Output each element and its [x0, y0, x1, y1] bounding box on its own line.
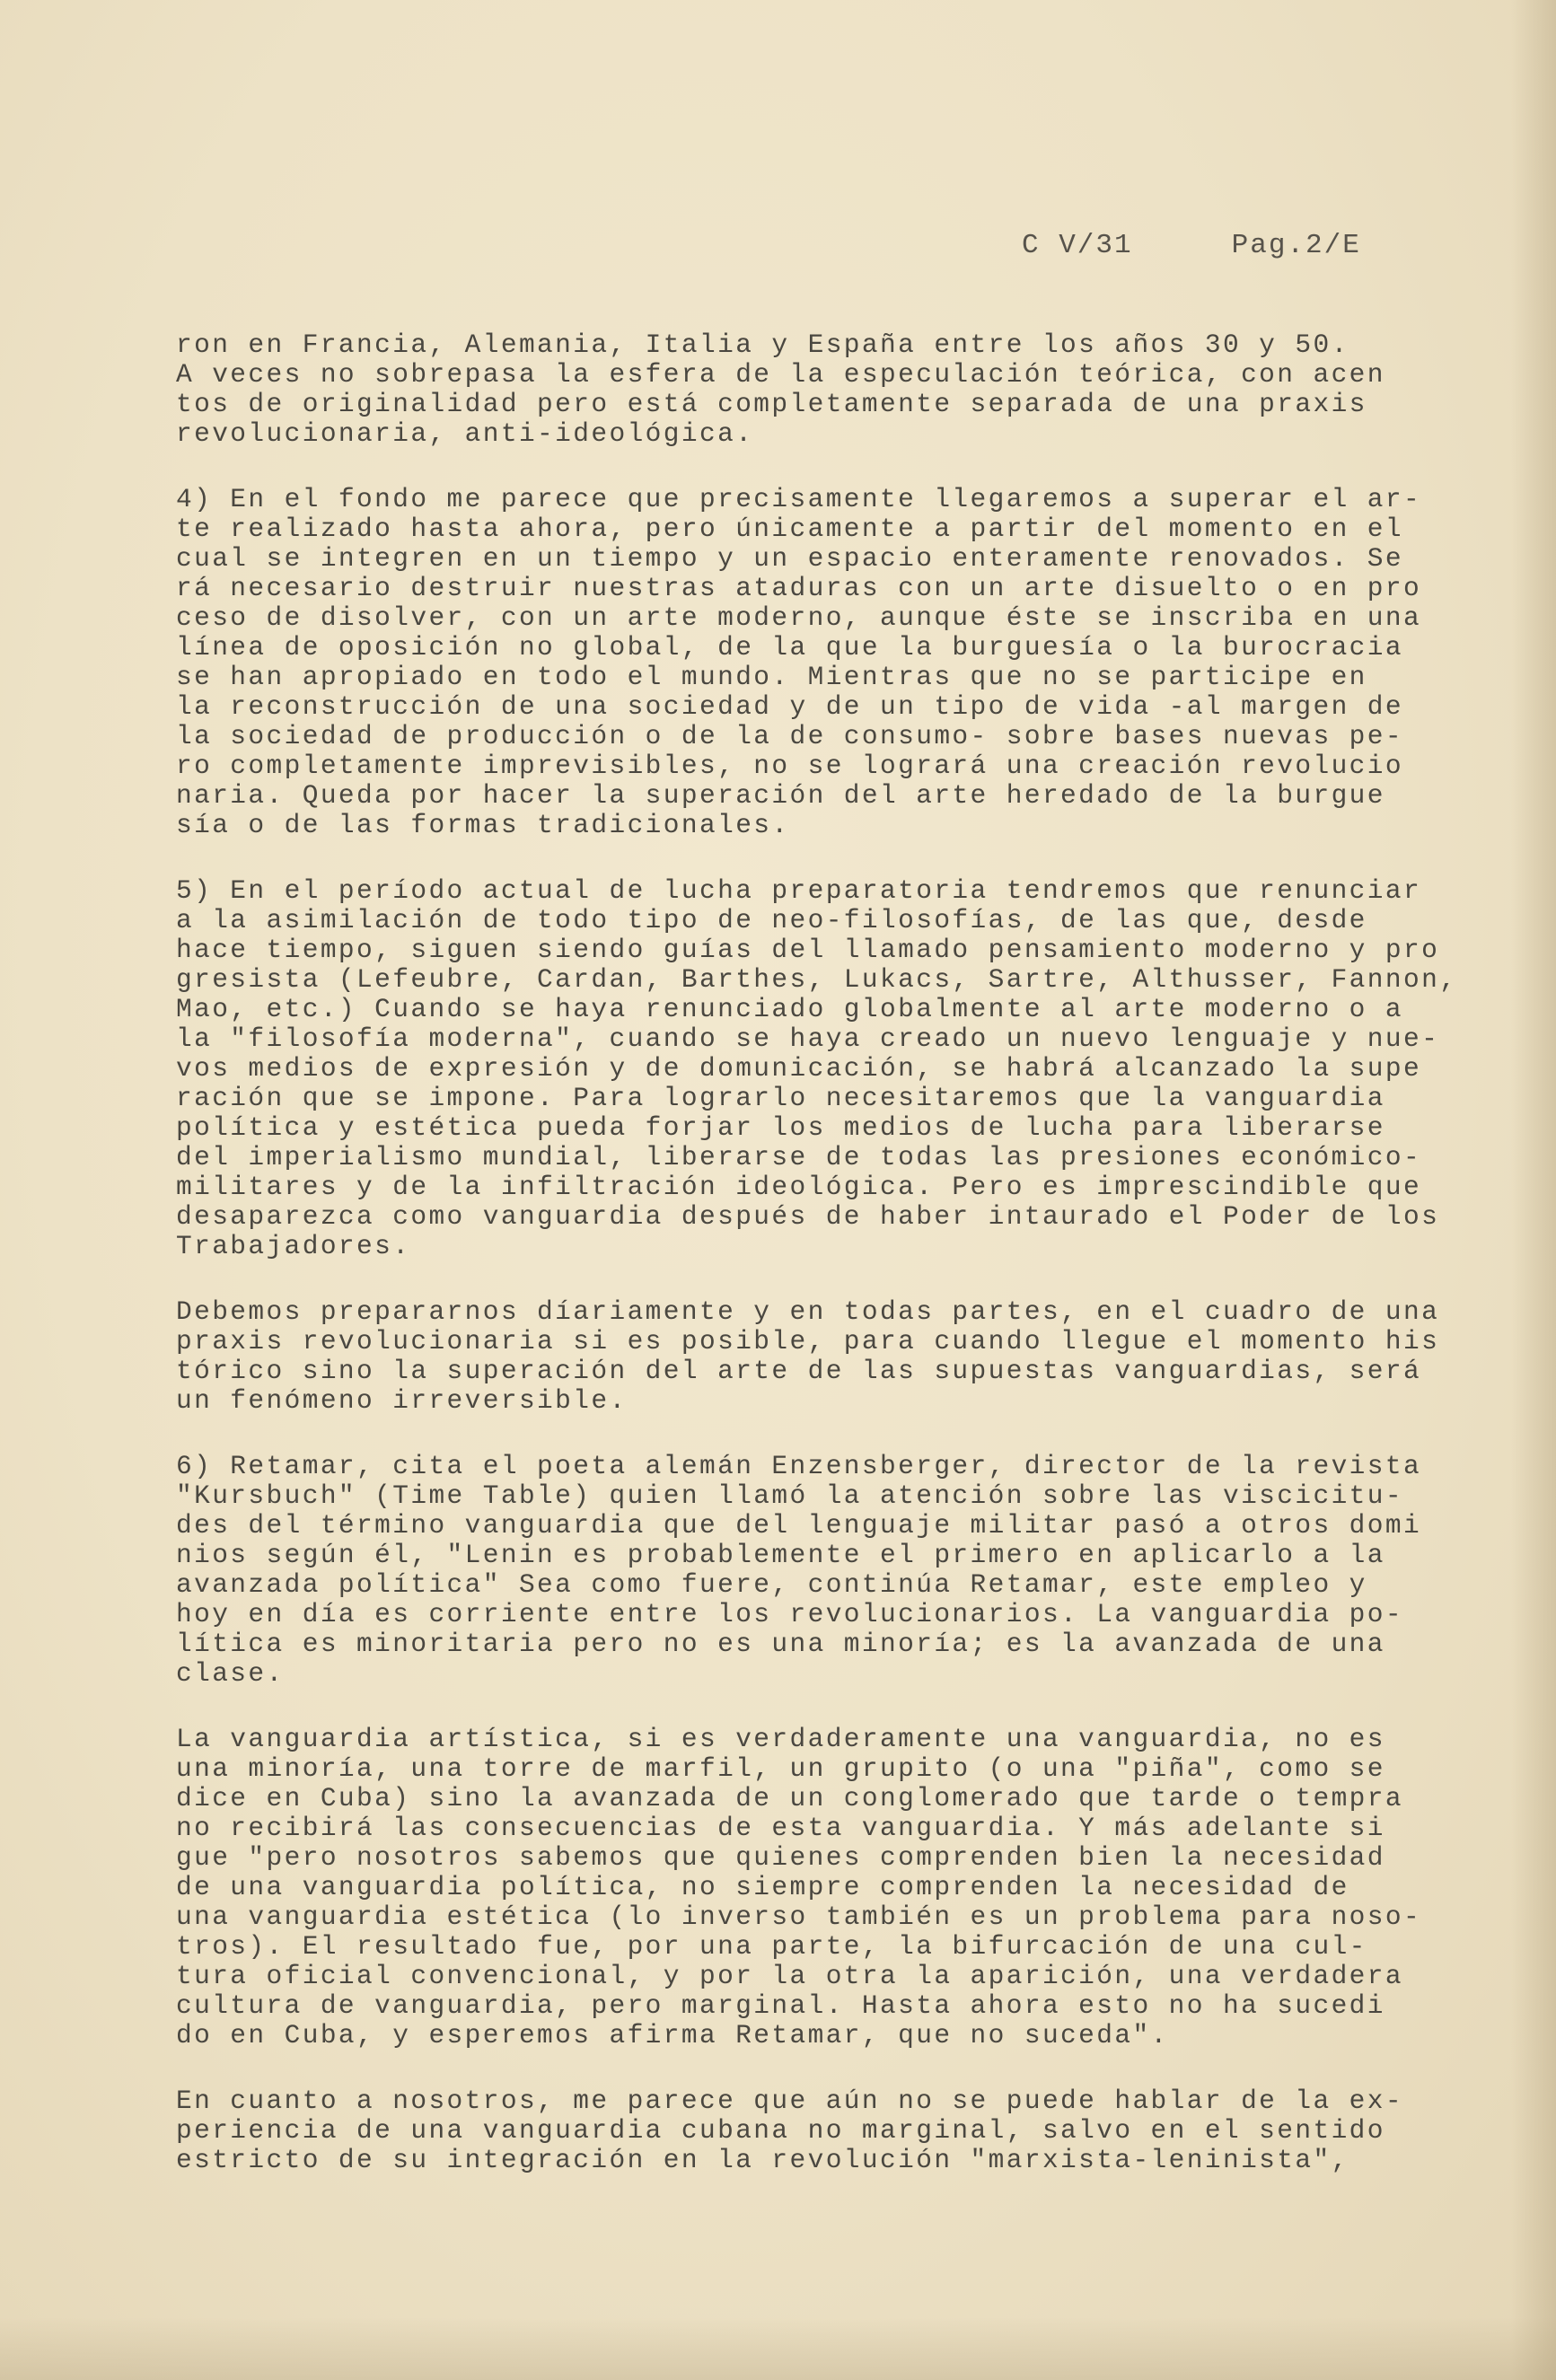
text-line: política y estética pueda forjar los medios de lucha para liberarse [176, 1112, 1385, 1143]
text-line: gresista (Lefeubre, Cardan, Barthes, Lukacs, Sartre, Althusser, Fannon, [176, 964, 1458, 995]
text-line: ceso de disolver, con un arte moderno, aunque éste se inscriba en una [176, 602, 1422, 633]
text-line: revolucionaria, anti-ideológica. [176, 418, 754, 449]
text-line: militares y de la infiltración ideológica. Pero es imprescindible que [176, 1172, 1422, 1202]
text-line: La vanguardia artística, si es verdaderamente una vanguardia, no es [176, 1724, 1385, 1754]
text-line: la sociedad de producción o de la de consumo- sobre bases nuevas pe- [176, 721, 1403, 751]
text-line: cultura de vanguardia, pero marginal. Hasta ahora esto no ha sucedi [176, 1990, 1385, 2021]
page-bottom-shadow [0, 2317, 1556, 2380]
text-line: "Kursbuch" (Time Table) quien llamó la atención sobre las viscicitu- [176, 1480, 1403, 1511]
text-line: ración que se impone. Para lograrlo necesitaremos que la vanguardia [176, 1083, 1385, 1113]
text-line: no recibirá las consecuencias de esta vanguardia. Y más adelante si [176, 1813, 1385, 1843]
text-line: gue "pero nosotros sabemos que quienes comprenden bien la necesidad [176, 1842, 1385, 1873]
text-line: avanzada política" Sea como fuere, continúa Retamar, este empleo y [176, 1569, 1367, 1600]
paragraph-conclusion [176, 2086, 1487, 2175]
text-line: un fenómeno irreversible. [176, 1385, 628, 1416]
paragraph-point-5 [176, 876, 1487, 1261]
paragraph-continuation [176, 330, 1487, 449]
text-line: lítica es minoritaria pero no es una minoría; es la avanzada de una [176, 1629, 1385, 1659]
text-line: sía o de las formas tradicionales. [176, 810, 790, 840]
text-line: Trabajadores. [176, 1231, 411, 1261]
text-line: 4) En el fondo me parece que precisamente llegaremos a superar el ar- [176, 484, 1422, 514]
text-line: 6) Retamar, cita el poeta alemán Enzensberger, director de la revista [176, 1451, 1422, 1481]
text-line: do en Cuba, y esperemos afirma Retamar, que no suceda". [176, 2020, 1169, 2051]
text-line: Mao, etc.) Cuando se haya renunciado globalmente al arte moderno o a [176, 994, 1403, 1024]
text-line: tros). El resultado fue, por una parte, la bifurcación de una cul- [176, 1931, 1367, 1962]
text-line: A veces no sobrepasa la esfera de la especulación teórica, con acen [176, 359, 1385, 390]
text-line: una vanguardia estética (lo inverso también es un problema para noso- [176, 1901, 1422, 1932]
text-line: hace tiempo, siguen siendo guías del llamado pensamiento moderno y pro [176, 935, 1440, 965]
document-body [176, 330, 1487, 2211]
paragraph-point-4 [176, 485, 1487, 840]
text-line: a la asimilación de todo tipo de neo-filosofías, de las que, desde [176, 905, 1367, 935]
text-line: desaparezca como vanguardia después de haber intaurado el Poder de los [176, 1201, 1440, 1232]
text-line: se han apropiado en todo el mundo. Mientras que no se participe en [176, 662, 1367, 692]
text-line: tura oficial convencional, y por la otra la aparición, una verdadera [176, 1961, 1403, 1991]
text-line: praxis revolucionaria si es posible, para cuando llegue el momento his [176, 1326, 1440, 1357]
page-edge-shadow [1511, 0, 1556, 2380]
text-line: del imperialismo mundial, liberarse de todas las presiones económico- [176, 1142, 1422, 1172]
text-line: des del término vanguardia que del lenguaje militar pasó a otros domi [176, 1510, 1422, 1541]
text-line: rá necesario destruir nuestras ataduras con un arte disuelto o en pro [176, 573, 1422, 603]
text-line: cual se integren en un tiempo y un espacio enteramente renovados. Se [176, 543, 1403, 574]
paragraph-artistic-vanguard [176, 1725, 1487, 2051]
text-line: nios según él, "Lenin es probablemente el primero en aplicarlo a la [176, 1540, 1385, 1570]
text-line: la reconstrucción de una sociedad y de un tipo de vida -al margen de [176, 691, 1403, 722]
text-line: naria. Queda por hacer la superación del arte heredado de la burgue [176, 780, 1385, 811]
text-line: ro completamente imprevisibles, no se logrará una creación revolucio [176, 751, 1403, 781]
text-line: periencia de una vanguardia cubana no marginal, salvo en el sentido [176, 2115, 1385, 2146]
page-number: Pag.2/E [1231, 230, 1361, 261]
text-line: la "filosofía moderna", cuando se haya creado un nuevo lenguaje y nue- [176, 1023, 1440, 1054]
text-line: de una vanguardia política, no siempre comprenden la necesidad de [176, 1872, 1349, 1902]
text-line: ron en Francia, Alemania, Italia y España entre los años 30 y 50. [176, 329, 1349, 360]
text-line: vos medios de expresión y de domunicación, se habrá alcanzado la supe [176, 1053, 1422, 1084]
text-line: clase. [176, 1658, 285, 1689]
text-line: estricto de su integración en la revolución "marxista-leninista", [176, 2145, 1349, 2175]
text-line: una minoría, una torre de marfil, un grupito (o una "piña", como se [176, 1753, 1385, 1784]
text-line: hoy en día es corriente entre los revolucionarios. La vanguardia po- [176, 1599, 1403, 1629]
text-line: te realizado hasta ahora, pero únicamente a partir del momento en el [176, 514, 1403, 544]
text-line: 5) En el período actual de lucha preparatoria tendremos que renunciar [176, 875, 1422, 906]
text-line: dice en Cuba) sino la avanzada de un conglomerado que tarde o tempra [176, 1783, 1403, 1814]
document-reference: C V/31 [1022, 230, 1133, 261]
text-line: tos de originalidad pero está completamente separada de una praxis [176, 389, 1367, 419]
text-line: Debemos prepararnos díariamente y en todas partes, en el cuadro de una [176, 1296, 1440, 1327]
page-header [1022, 230, 1361, 261]
paragraph-point-6 [176, 1452, 1487, 1689]
text-line: En cuanto a nosotros, me parece que aún no se puede hablar de la ex- [176, 2086, 1403, 2116]
paragraph-preparation [176, 1297, 1487, 1416]
text-line: línea de oposición no global, de la que la burguesía o la burocracia [176, 632, 1403, 663]
text-line: tórico sino la superación del arte de las supuestas vanguardias, será [176, 1356, 1422, 1386]
